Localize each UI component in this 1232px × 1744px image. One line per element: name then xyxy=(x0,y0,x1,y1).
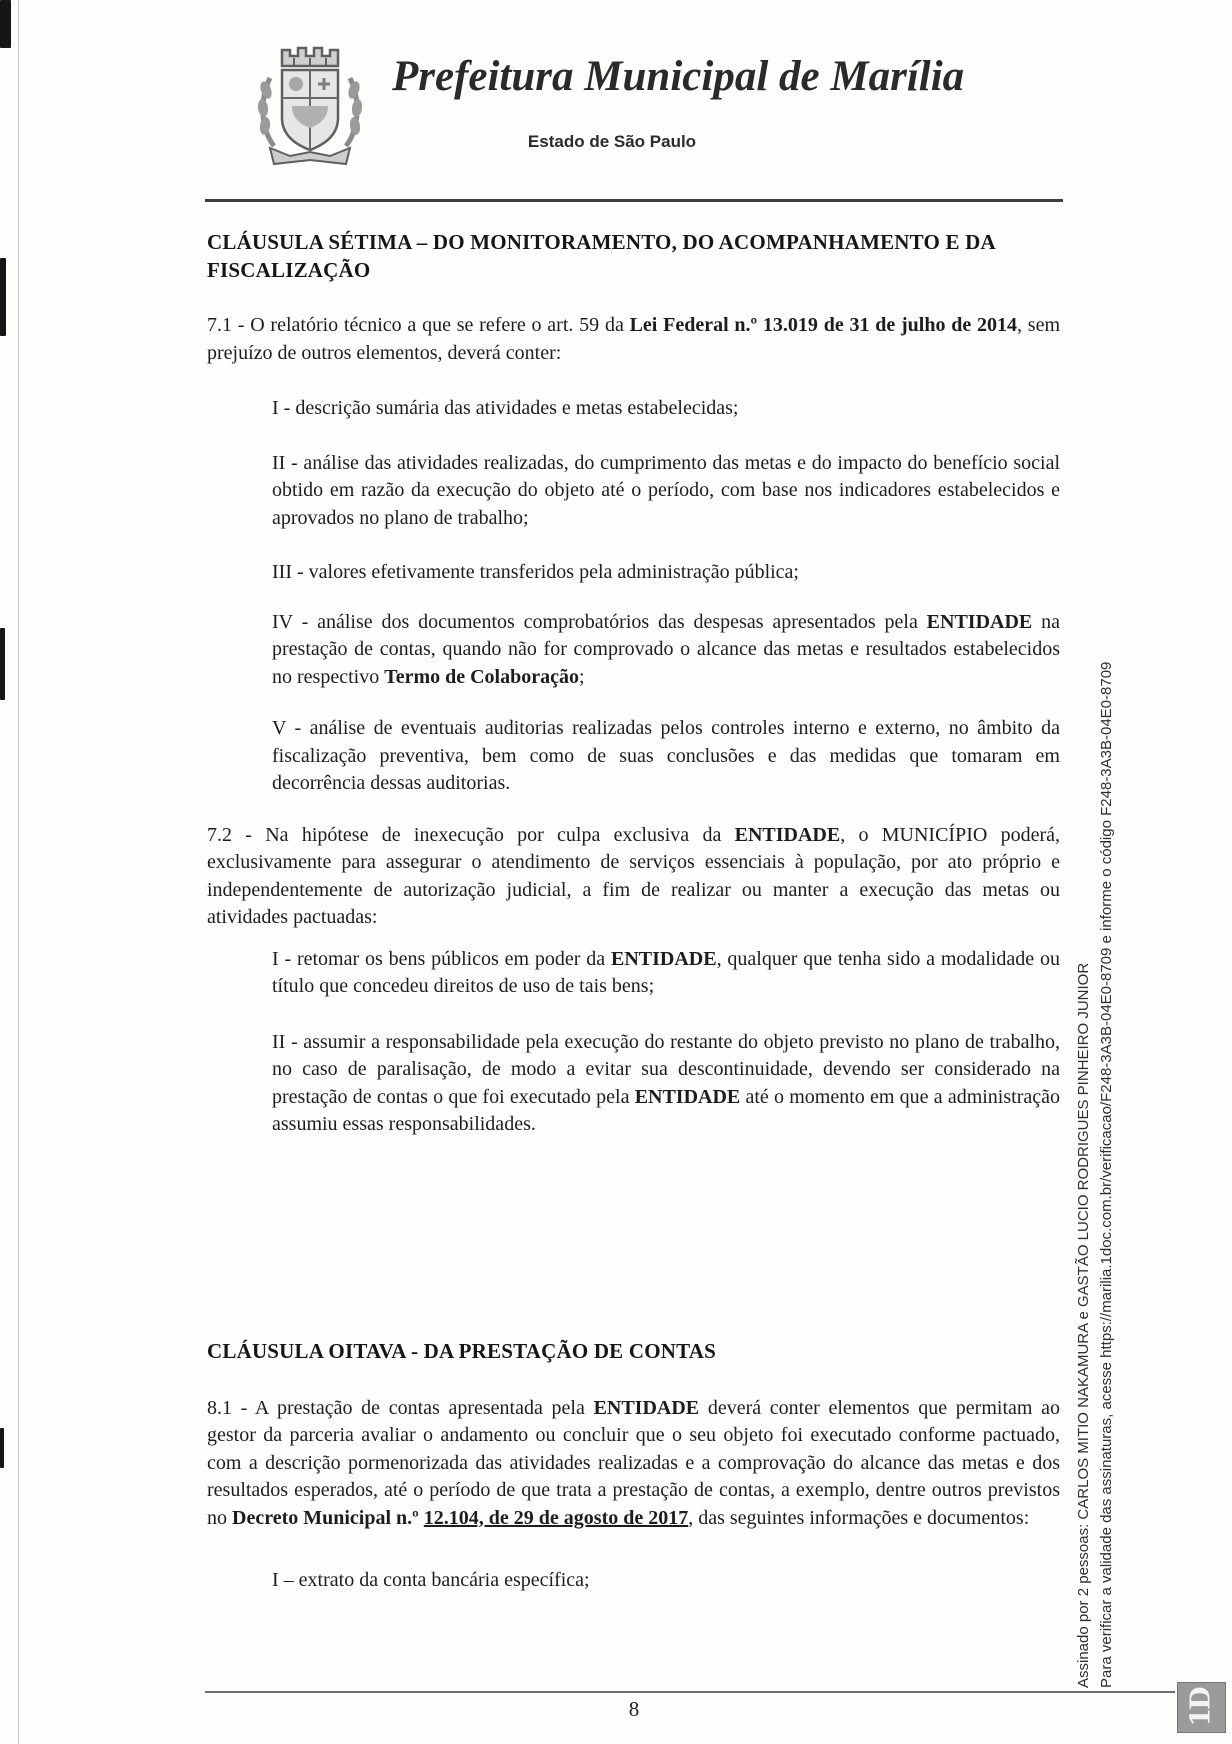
text-segment: Termo de Colaboração xyxy=(384,665,579,688)
document-body xyxy=(207,228,1060,1595)
text-segment: 12.104, de 29 de agosto de 2017 xyxy=(423,1506,689,1529)
text-segment: , qualquer que tenha sido a modalidade ou título que concedeu direitos de uso de tais bens; xyxy=(272,947,1060,997)
text-segment: ENTIDADE xyxy=(634,1085,741,1108)
footer-divider xyxy=(205,1691,1175,1693)
text-segment: ; xyxy=(578,665,585,688)
text-segment: , o MUNICÍPIO poderá, exclusivamente para assegurar o atendimento de serviços essenciais à população, por ato próprio e independentemente de autorização judicial, a fim de realizar ou manter a execução das metas ou atividades pactuadas: xyxy=(207,823,1060,928)
paragraph-7-1 xyxy=(207,312,1060,367)
clause7-item-3 xyxy=(272,559,1060,587)
coat-of-arms-icon xyxy=(252,40,368,168)
verification-line: Para verificar a validade das assinaturas, acesse https://marilia.1doc.com.br/verificacao/F248-3A3B-04E0-8709 e informe o código F248-3A3B-04E0-8709 xyxy=(1098,661,1115,1688)
scan-artifact xyxy=(0,628,5,700)
signature-sidebar xyxy=(1072,518,1118,1688)
text-segment: CLÁUSULA OITAVA - DA PRESTAÇÃO DE CONTAS xyxy=(207,1338,716,1363)
text-segment: deverá conter elementos que permitam ao gestor da parceria avaliar o andamento ou concluir que o seu objeto foi executado conforme pactuado, com a descrição pormenorizada das atividades realizadas e a comprovação do alcance das metas e dos resultados esperados, até o período de que trata a prestação de contas, a exemplo, dentre outros previstos no xyxy=(207,1396,1060,1529)
text-segment: I - descrição sumária das atividades e metas estabelecidas; xyxy=(272,397,739,419)
text-segment: II - assumir a responsabilidade pela execução do restante do objeto previsto no plano de trabalho, no caso de paralisação, de modo a evitar sua descontinuidade, devendo ser considerado na prestação de contas o que foi executado pela xyxy=(272,1030,1060,1108)
text-segment: IV - análise dos documentos comprobatórios das despesas apresentados pela xyxy=(272,610,927,633)
text-segment: II - análise das atividades realizadas, do cumprimento das metas e do impacto do benefício social obtido em razão da execução do objeto até o período, com base nos indicadores estabelecidos e aprovados no plano de trabalho; xyxy=(272,451,1060,529)
clause7-item-2 xyxy=(272,450,1060,533)
scan-artifact xyxy=(0,1428,4,1468)
clause8-heading xyxy=(207,1337,1060,1365)
text-segment: Lei Federal n.º 13.019 de 31 de julho de 2014 xyxy=(629,314,1018,336)
text-segment: ENTIDADE xyxy=(926,610,1033,633)
clause7-item-4 xyxy=(272,609,1060,692)
clause7-item-1 xyxy=(272,395,1060,423)
scan-edge-line xyxy=(18,0,19,1744)
text-segment: V - análise de eventuais auditorias realizadas pelos controles interno e externo, no âmbito da fiscalização preventiva, bem como de suas conclusões e das medidas que tomaram em decorrência dessas auditorias. xyxy=(272,717,1060,794)
signature-line: Assinado por 2 pessoas: CARLOS MITIO NAKAMURA e GASTÃO LUCIO RODRIGUES PINHEIRO JUNIOR xyxy=(1075,962,1092,1688)
text-segment: I - retomar os bens públicos em poder da xyxy=(272,947,611,970)
document-header-subtitle: Estado de São Paulo xyxy=(527,132,697,151)
text-segment: I – extrato da conta bancária específica; xyxy=(272,1569,590,1591)
header-divider xyxy=(205,199,1063,202)
text-segment: até o momento em que a administração assumiu essas responsabilidades. xyxy=(272,1085,1060,1135)
clause7-2-item-1 xyxy=(272,946,1060,1001)
clause7-item-5 xyxy=(272,715,1060,798)
text-segment: ENTIDADE xyxy=(610,947,717,970)
paragraph-7-2 xyxy=(207,822,1060,932)
text-segment: Decreto Municipal n.º xyxy=(232,1506,424,1529)
text-segment: , das seguintes informações e documentos: xyxy=(688,1506,1030,1529)
clause7-heading xyxy=(207,228,1060,284)
text-segment: CLÁUSULA SÉTIMA – DO MONITORAMENTO, DO ACOMPANHAMENTO E DA FISCALIZAÇÃO xyxy=(207,230,995,282)
1doc-logo-label: 1D xyxy=(1185,1688,1217,1727)
text-segment: III - valores efetivamente transferidos pela administração pública; xyxy=(272,561,799,583)
text-segment: na prestação de contas, quando não for comprovado o alcance das metas e resultados estabelecidos no respectivo xyxy=(272,610,1060,688)
paragraph-8-1 xyxy=(207,1395,1060,1533)
text-segment: 7.2 - Na hipótese de inexecução por culpa exclusiva da xyxy=(207,823,735,846)
clause7-2-item-2 xyxy=(272,1029,1060,1139)
text-segment: 7.1 - O relatório técnico a que se refere o art. 59 da xyxy=(207,314,630,336)
1doc-logo-icon xyxy=(1177,1682,1226,1733)
scan-artifact xyxy=(0,0,11,48)
text-segment: ENTIDADE xyxy=(734,823,841,846)
scan-artifact xyxy=(0,258,6,336)
text-segment: ENTIDADE xyxy=(593,1396,700,1419)
clause8-item-1 xyxy=(272,1567,1060,1595)
page-number: 8 xyxy=(628,1697,640,1721)
text-segment: 8.1 - A prestação de contas apresentada pela xyxy=(207,1396,594,1419)
text-segment: , sem prejuízo de outros elementos, deverá conter: xyxy=(207,314,1061,364)
document-header-title: Prefeitura Municipal de Marília xyxy=(392,53,965,100)
